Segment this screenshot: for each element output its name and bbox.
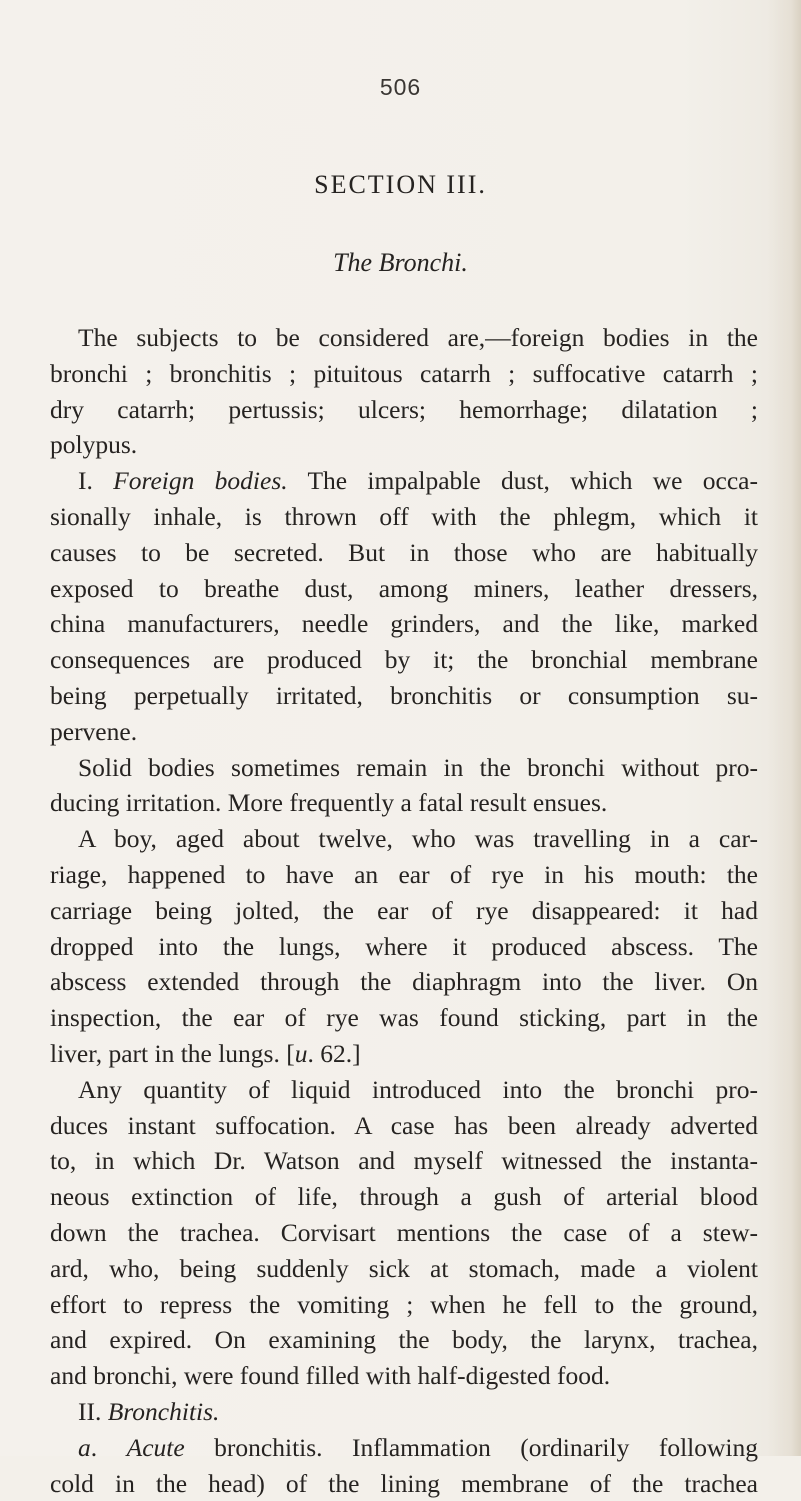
page-number: 506 — [0, 74, 801, 101]
text-run: Foreign bodies. — [113, 466, 287, 495]
text-run: riage, happened to have an ear of rye in his mouth: the — [50, 860, 758, 889]
text-line — [50, 427, 758, 463]
text-line — [50, 535, 758, 571]
text-run: liver, part in the lungs. [ — [50, 1039, 295, 1068]
text-line — [50, 857, 758, 893]
text-line — [50, 1108, 758, 1144]
text-line — [50, 964, 758, 1000]
text-run: and expired. On examining the body, the larynx, trachea, — [50, 1325, 758, 1354]
text-line — [50, 1072, 758, 1108]
text-run: inspection, the ear of rye was found sticking, part in the — [50, 1003, 758, 1032]
text-run: The impalpable dust, which we occa- — [288, 466, 758, 495]
text-line — [50, 1143, 758, 1179]
text-run: Any quantity of liquid introduced into the bronchi pro- — [78, 1075, 758, 1104]
text-line — [50, 642, 758, 678]
text-run: neous extinction of life, through a gush of arterial blood — [50, 1182, 758, 1211]
text-line — [50, 929, 758, 965]
text-run: ard, who, being suddenly sick at stomach, made a violent — [50, 1254, 758, 1283]
text-line — [50, 750, 758, 786]
text-line — [50, 785, 758, 821]
text-line — [50, 1215, 758, 1251]
text-run: bronchi ; bronchitis ; pituitous catarrh ; suffocative catarrh ; — [50, 359, 758, 388]
text-run: china manufacturers, needle grinders, and the like, marked — [50, 609, 758, 638]
text-line — [50, 714, 758, 750]
text-run: and bronchi, were found filled with half-digested food. — [50, 1361, 610, 1390]
text-run: consequences are produced by it; the bronchial membrane — [50, 645, 758, 674]
text-run: duces instant suffocation. A case has been already adverted — [50, 1111, 758, 1140]
text-line — [50, 1466, 758, 1501]
text-run: . 62.] — [307, 1039, 360, 1068]
text-line — [50, 571, 758, 607]
text-run: I. — [78, 466, 113, 495]
section-subtitle: The Bronchi. — [0, 248, 801, 278]
text-run: A boy, aged about twelve, who was travelling in a car- — [78, 824, 758, 853]
text-run: effort to repress the vomiting ; when he fell to the ground, — [50, 1290, 758, 1319]
text-run: Acute — [127, 1433, 185, 1462]
text-run: a — [78, 1433, 91, 1462]
text-run: causes to be secreted. But in those who are habitually — [50, 538, 758, 567]
text-run: being perpetually irritated, bronchitis or consumption su- — [50, 681, 758, 710]
text-run: polypus. — [50, 430, 137, 459]
text-run: . — [91, 1433, 127, 1462]
text-line — [50, 678, 758, 714]
body-text — [50, 320, 758, 1501]
text-line — [50, 1430, 758, 1466]
text-run: to, in which Dr. Watson and myself witnessed the instanta- — [50, 1146, 758, 1175]
text-line — [50, 1000, 758, 1036]
text-run: u — [295, 1039, 308, 1068]
text-line — [50, 821, 758, 857]
text-run: dropped into the lungs, where it produced abscess. The — [50, 932, 758, 961]
text-run: carriage being jolted, the ear of rye disappeared: it had — [50, 896, 758, 925]
text-run: Solid bodies sometimes remain in the bronchi without pro- — [78, 753, 758, 782]
text-run: pervene. — [50, 717, 137, 746]
text-line — [50, 1287, 758, 1323]
text-line — [50, 1179, 758, 1215]
text-line — [50, 1358, 758, 1394]
page-edge-shadow — [767, 0, 801, 1456]
text-run: sionally inhale, is thrown off with the phlegm, which it — [50, 502, 758, 531]
text-run: II. — [78, 1397, 108, 1426]
text-line — [50, 463, 758, 499]
text-line — [50, 1394, 758, 1430]
text-line — [50, 392, 758, 428]
text-run: abscess extended through the diaphragm into the liver. On — [50, 967, 758, 996]
text-run: cold in the head) of the lining membrane of the trachea — [50, 1469, 758, 1498]
text-line — [50, 893, 758, 929]
text-line — [50, 1036, 758, 1072]
text-run: bronchitis. Inflammation (ordinarily following — [185, 1433, 758, 1462]
text-line — [50, 1251, 758, 1287]
section-heading: SECTION III. — [0, 170, 801, 200]
text-run: Bronchitis. — [108, 1397, 220, 1426]
text-run: The subjects to be considered are,—foreign bodies in the — [78, 323, 758, 352]
text-run: dry catarrh; pertussis; ulcers; hemorrhage; dilatation ; — [50, 395, 758, 424]
text-run: ducing irritation. More frequently a fatal result ensues. — [50, 788, 607, 817]
text-line — [50, 1322, 758, 1358]
text-run: exposed to breathe dust, among miners, leather dressers, — [50, 574, 758, 603]
text-run: down the trachea. Corvisart mentions the case of a stew- — [50, 1218, 758, 1247]
text-line — [50, 356, 758, 392]
text-line — [50, 320, 758, 356]
text-line — [50, 499, 758, 535]
text-line — [50, 606, 758, 642]
